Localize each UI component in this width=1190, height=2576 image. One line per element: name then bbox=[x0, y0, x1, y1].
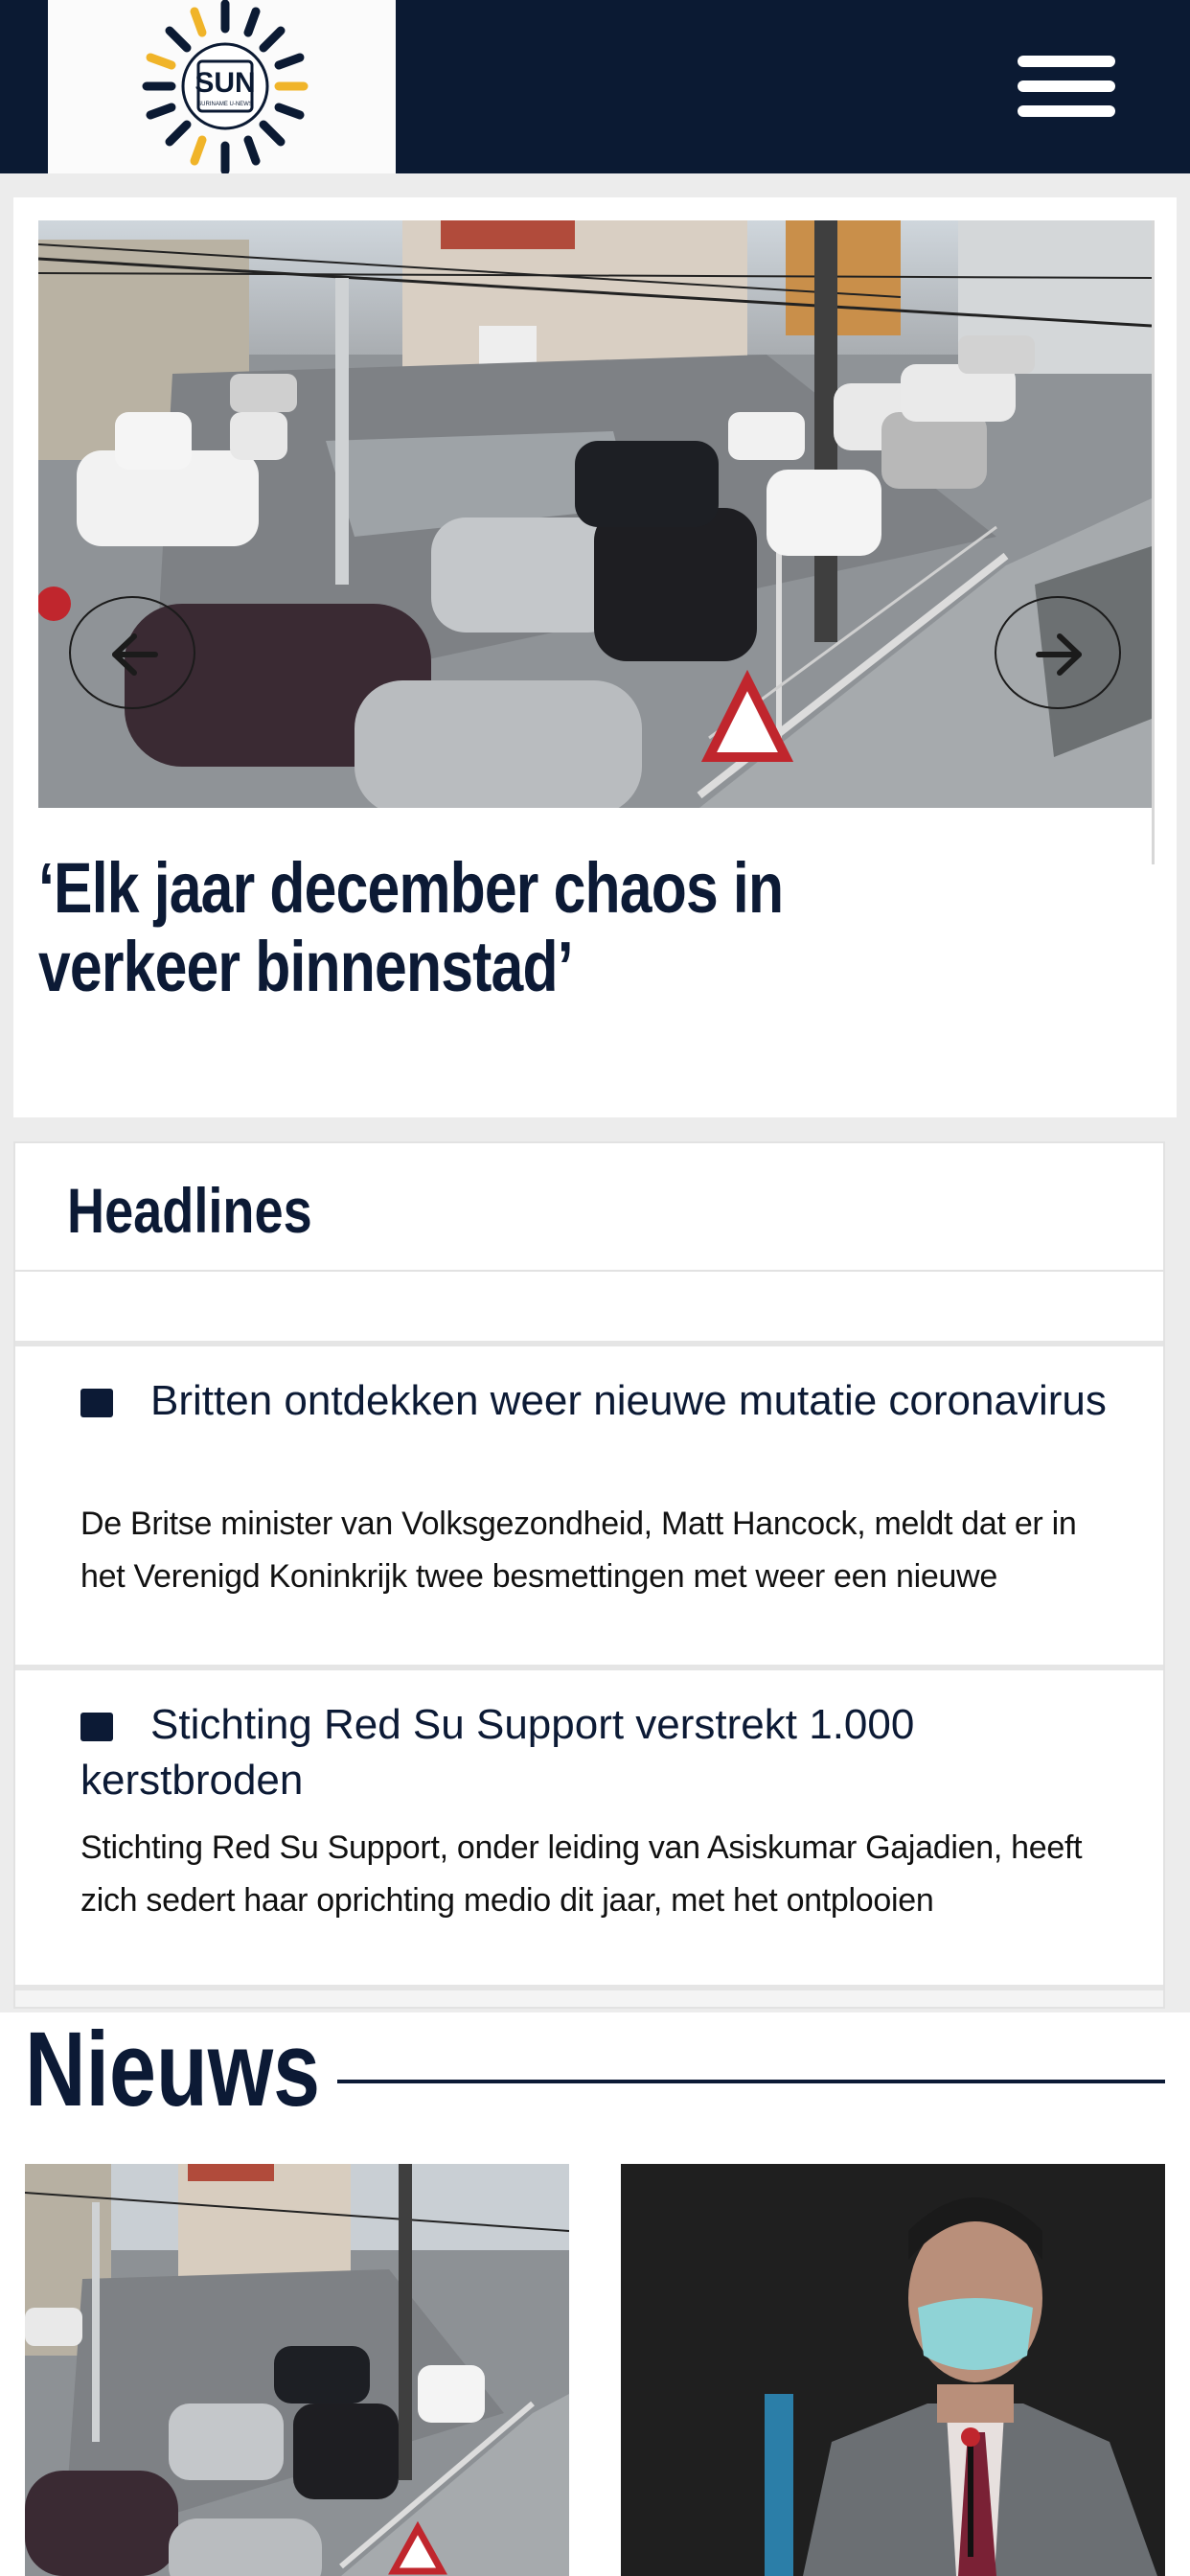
featured-article-card[interactable] bbox=[13, 197, 1177, 1117]
arrow-left-icon bbox=[109, 632, 159, 677]
featured-article-title[interactable]: ‘Elk jaar december chaos in verkeer binnenstad’ bbox=[38, 848, 784, 1006]
person-thumbnail-photo bbox=[621, 2164, 1165, 2576]
headlines-header bbox=[15, 1143, 1163, 1272]
logo-subtext: SURINAME U-NEWS bbox=[197, 102, 253, 107]
nieuws-heading: Nieuws bbox=[25, 2011, 321, 2128]
image-scrollbar[interactable] bbox=[1152, 220, 1155, 864]
headlines-section bbox=[13, 1141, 1165, 2009]
headline-title[interactable]: Britten ontdekken weer nieuwe mutatie coronavirus bbox=[150, 1377, 1107, 1424]
headline-item[interactable] bbox=[15, 1670, 1163, 1990]
section-divider bbox=[337, 2080, 1165, 2083]
news-thumbnail[interactable] bbox=[621, 2164, 1165, 2576]
headline-excerpt: De Britse minister van Volksgezondheid, Matt Hancock, meldt dat er in het Verenigd Koninkrijk twee besmettingen met weer een nieuwe bbox=[80, 1506, 1077, 1595]
hamburger-menu-button[interactable] bbox=[1018, 56, 1115, 119]
site-header bbox=[0, 0, 1190, 173]
carousel-next-button[interactable] bbox=[995, 596, 1121, 709]
site-logo[interactable] bbox=[48, 0, 396, 173]
sun-logo-icon bbox=[139, 0, 311, 173]
traffic-photo bbox=[38, 220, 1152, 808]
list-item[interactable] bbox=[15, 1272, 1163, 1346]
news-thumbnail[interactable] bbox=[25, 2164, 569, 2576]
featured-article-image[interactable] bbox=[38, 220, 1152, 808]
headline-excerpt: Stichting Red Su Support, onder leiding van Asiskumar Gajadien, heeft zich sedert haar oprichting medio dit jaar, met het ontplooien bbox=[80, 1829, 1083, 1919]
headline-item[interactable] bbox=[15, 1346, 1163, 1670]
logo-text: SUN bbox=[195, 67, 256, 99]
arrow-right-icon bbox=[1035, 632, 1085, 677]
carousel-prev-button[interactable] bbox=[69, 596, 195, 709]
headline-title[interactable]: Stichting Red Su Support verstrekt 1.000 kerstbroden bbox=[80, 1701, 915, 1804]
headlines-heading: Headlines bbox=[67, 1175, 312, 1246]
hamburger-icon bbox=[1018, 56, 1115, 67]
traffic-thumbnail-photo bbox=[25, 2164, 569, 2576]
